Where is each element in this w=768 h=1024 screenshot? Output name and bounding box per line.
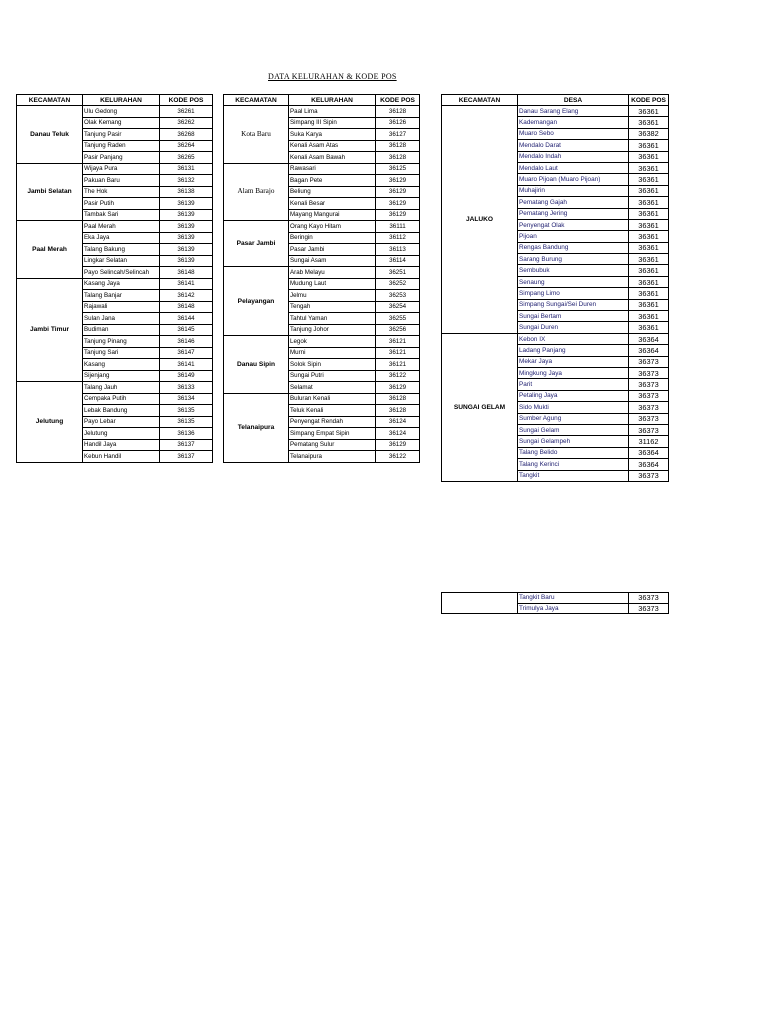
- desa-name: Kademangan: [518, 117, 629, 128]
- kode-pos-value: 36364: [629, 333, 669, 344]
- kode-pos-value: 36139: [160, 232, 213, 244]
- kelurahan-name: Budiman: [83, 324, 160, 336]
- kode-pos-value: 36129: [376, 198, 420, 210]
- kecamatan-name: Pasar Jambi: [224, 221, 289, 267]
- kode-pos-value: 36125: [376, 163, 420, 175]
- kecamatan-name: SUNGAI GELAM: [442, 333, 518, 481]
- desa-name: Parit: [518, 379, 629, 390]
- header-kode-pos: KODE POS: [376, 95, 420, 106]
- desa-name: Rengas Bandung: [518, 242, 629, 253]
- kelurahan-name: Penyengat Rendah: [289, 416, 376, 428]
- kode-pos-value: 36131: [160, 163, 213, 175]
- kode-pos-value: 36127: [376, 129, 420, 141]
- kode-pos-value: 36144: [160, 313, 213, 325]
- kelurahan-name: Kenali Besar: [289, 198, 376, 210]
- desa-name: Talang Kerinci: [518, 459, 629, 470]
- desa-name: Mendalo Indah: [518, 151, 629, 162]
- kode-pos-value: 36135: [160, 405, 213, 417]
- kode-pos-value: 36145: [160, 324, 213, 336]
- desa-name: Senaung: [518, 276, 629, 287]
- kode-pos-value: 36126: [376, 117, 420, 129]
- kelurahan-name: Eka Jaya: [83, 232, 160, 244]
- kode-pos-value: 36129: [376, 209, 420, 221]
- kode-pos-value: 36133: [160, 382, 213, 394]
- kode-pos-value: 36373: [629, 390, 669, 401]
- kode-pos-value: 36137: [160, 439, 213, 451]
- kode-pos-value: 36373: [629, 603, 669, 614]
- kode-pos-value: 36147: [160, 347, 213, 359]
- kecamatan-name: Jambi Selatan: [17, 163, 83, 221]
- kode-pos-value: 36261: [160, 106, 213, 118]
- table-row: [224, 267, 420, 279]
- desa-name: Sumber Agung: [518, 413, 629, 424]
- kelurahan-name: Tanjung Sari: [83, 347, 160, 359]
- kelurahan-name: Mudung Laut: [289, 278, 376, 290]
- kode-pos-value: 36135: [160, 416, 213, 428]
- kode-pos-value: 36128: [376, 405, 420, 417]
- kode-pos-value: 36361: [629, 254, 669, 265]
- kelurahan-name: Lebak Bandung: [83, 405, 160, 417]
- kode-pos-value: 36129: [376, 382, 420, 394]
- desa-name: Sido Mukti: [518, 402, 629, 413]
- kode-pos-value: 31162: [629, 436, 669, 447]
- kode-pos-value: 36139: [160, 244, 213, 256]
- kelurahan-name: Pakuan Baru: [83, 175, 160, 187]
- kecamatan-name: Danau Teluk: [17, 106, 83, 164]
- kode-pos-value: 36121: [376, 347, 420, 359]
- kode-pos-value: 36148: [160, 301, 213, 313]
- kode-pos-value: 36361: [629, 242, 669, 253]
- kelurahan-name: Rawasari: [289, 163, 376, 175]
- kode-pos-value: 36139: [160, 255, 213, 267]
- kelurahan-name: Olak Kemang: [83, 117, 160, 129]
- header-kelurahan: KELURAHAN: [83, 95, 160, 106]
- kode-pos-value: 36121: [376, 359, 420, 371]
- kecamatan-name: Pelayangan: [224, 267, 289, 336]
- kode-pos-value: 36148: [160, 267, 213, 279]
- kode-pos-value: 36361: [629, 117, 669, 128]
- kode-pos-value: 36361: [629, 311, 669, 322]
- kelurahan-name: Wijaya Pura: [83, 163, 160, 175]
- desa-name: Mendalo Laut: [518, 162, 629, 173]
- kelurahan-name: Suka Karya: [289, 129, 376, 141]
- kode-pos-value: 36373: [629, 379, 669, 390]
- desa-name: Pematang Gajah: [518, 197, 629, 208]
- kelurahan-name: Sulan Jana: [83, 313, 160, 325]
- desa-name: Pematang Jering: [518, 208, 629, 219]
- kode-pos-value: 36373: [629, 593, 669, 604]
- kode-pos-value: 36128: [376, 140, 420, 152]
- kelurahan-name: Mayang Mangurai: [289, 209, 376, 221]
- kode-pos-value: 36128: [376, 393, 420, 405]
- desa-name: Sungai Bertam: [518, 311, 629, 322]
- desa-name: Penyengat Olak: [518, 219, 629, 230]
- kode-pos-value: 36361: [629, 185, 669, 196]
- table-row: [442, 593, 669, 604]
- header-kecamatan: KECAMATAN: [224, 95, 289, 106]
- kode-pos-value: 36129: [376, 186, 420, 198]
- kode-pos-value: 36364: [629, 345, 669, 356]
- kelurahan-name: Paal Merah: [83, 221, 160, 233]
- kelurahan-name: Simpang III Sipin: [289, 117, 376, 129]
- kelurahan-name: Talang Bakung: [83, 244, 160, 256]
- table-kelurahan-1: [16, 94, 213, 463]
- kecamatan-name: [442, 593, 518, 614]
- kelurahan-name: Murni: [289, 347, 376, 359]
- desa-name: Mendalo Darat: [518, 140, 629, 151]
- desa-name: Tangkit: [518, 470, 629, 481]
- kelurahan-name: Buluran Kenali: [289, 393, 376, 405]
- table-row: [17, 221, 213, 233]
- kode-pos-value: 36132: [160, 175, 213, 187]
- kode-pos-value: 36361: [629, 288, 669, 299]
- kode-pos-value: 36136: [160, 428, 213, 440]
- desa-name: Danau Sarang Elang: [518, 106, 629, 117]
- header-kecamatan: KECAMATAN: [17, 95, 83, 106]
- kelurahan-name: Handil Jaya: [83, 439, 160, 451]
- kode-pos-value: 36149: [160, 370, 213, 382]
- kode-pos-value: 36113: [376, 244, 420, 256]
- kelurahan-name: Jelmu: [289, 290, 376, 302]
- kelurahan-name: Pasir Panjang: [83, 152, 160, 164]
- kode-pos-value: 36255: [376, 313, 420, 325]
- kelurahan-name: Tanjung Raden: [83, 140, 160, 152]
- kode-pos-value: 36124: [376, 428, 420, 440]
- table-row: [224, 163, 420, 175]
- kode-pos-value: 36124: [376, 416, 420, 428]
- table-row: [442, 106, 669, 117]
- table-row: [224, 336, 420, 348]
- kode-pos-value: 36264: [160, 140, 213, 152]
- kelurahan-name: The Hok: [83, 186, 160, 198]
- kode-pos-value: 36265: [160, 152, 213, 164]
- desa-name: Sembubuk: [518, 265, 629, 276]
- kode-pos-value: 36373: [629, 424, 669, 435]
- kelurahan-name: Tambak Sari: [83, 209, 160, 221]
- desa-name: Mingkung Jaya: [518, 367, 629, 378]
- kode-pos-value: 36361: [629, 265, 669, 276]
- table-row: [442, 333, 669, 344]
- desa-name: Simpang Sungai/Sei Duren: [518, 299, 629, 310]
- desa-name: Kebon IX: [518, 333, 629, 344]
- kelurahan-name: Payo Lebar: [83, 416, 160, 428]
- desa-name: Trimulya Jaya: [518, 603, 629, 614]
- kode-pos-value: 36141: [160, 278, 213, 290]
- table-row: [224, 393, 420, 405]
- desa-name: Sungai Duren: [518, 322, 629, 333]
- header-desa: DESA: [518, 95, 629, 106]
- kode-pos-value: 36361: [629, 208, 669, 219]
- kelurahan-name: Rajawali: [83, 301, 160, 313]
- kelurahan-name: Beringin: [289, 232, 376, 244]
- kode-pos-value: 36112: [376, 232, 420, 244]
- kode-pos-value: 36268: [160, 129, 213, 141]
- kelurahan-name: Tanjung Johor: [289, 324, 376, 336]
- kode-pos-value: 36361: [629, 197, 669, 208]
- kode-pos-value: 36139: [160, 209, 213, 221]
- kode-pos-value: 36373: [629, 356, 669, 367]
- kode-pos-value: 36256: [376, 324, 420, 336]
- kode-pos-value: 36146: [160, 336, 213, 348]
- header-kode-pos: KODE POS: [160, 95, 213, 106]
- kode-pos-value: 36128: [376, 152, 420, 164]
- kecamatan-name: Telanaipura: [224, 393, 289, 462]
- kecamatan-name: Alam Barajo: [224, 163, 289, 221]
- kode-pos-value: 36139: [160, 221, 213, 233]
- kode-pos-value: 36361: [629, 140, 669, 151]
- kelurahan-name: Tengah: [289, 301, 376, 313]
- table-row: [17, 163, 213, 175]
- desa-name: Muhajirin: [518, 185, 629, 196]
- kode-pos-value: 36382: [629, 128, 669, 139]
- desa-name: Pijoan: [518, 231, 629, 242]
- kode-pos-value: 36114: [376, 255, 420, 267]
- kelurahan-name: Tanjung Pasir: [83, 129, 160, 141]
- kode-pos-value: 36361: [629, 231, 669, 242]
- kode-pos-value: 36373: [629, 367, 669, 378]
- kelurahan-name: Talang Jauh: [83, 382, 160, 394]
- desa-name: Mekar Jaya: [518, 356, 629, 367]
- kelurahan-name: Tahtul Yaman: [289, 313, 376, 325]
- header-kecamatan: KECAMATAN: [442, 95, 518, 106]
- kode-pos-value: 36134: [160, 393, 213, 405]
- table-desa-continued: [441, 592, 669, 614]
- kode-pos-value: 36129: [376, 175, 420, 187]
- kode-pos-value: 36122: [376, 370, 420, 382]
- kode-pos-value: 36142: [160, 290, 213, 302]
- table-kelurahan-2: [223, 94, 420, 463]
- kelurahan-name: Talang Banjar: [83, 290, 160, 302]
- kelurahan-name: Sungai Asam: [289, 255, 376, 267]
- kode-pos-value: 36361: [629, 299, 669, 310]
- kode-pos-value: 36138: [160, 186, 213, 198]
- kelurahan-name: Arab Melayu: [289, 267, 376, 279]
- kelurahan-name: Simpang Empat Sipin: [289, 428, 376, 440]
- kelurahan-name: Orang Kayo Hitam: [289, 221, 376, 233]
- kelurahan-name: Pasar Jambi: [289, 244, 376, 256]
- desa-name: Muaro Sebo: [518, 128, 629, 139]
- kelurahan-name: Teluk Kenali: [289, 405, 376, 417]
- kelurahan-name: Bagan Pete: [289, 175, 376, 187]
- kelurahan-name: Telanaipura: [289, 451, 376, 463]
- kode-pos-value: 36361: [629, 106, 669, 117]
- kelurahan-name: Kasang: [83, 359, 160, 371]
- desa-name: Sarang Burung: [518, 254, 629, 265]
- kelurahan-name: Beliung: [289, 186, 376, 198]
- kecamatan-name: Paal Merah: [17, 221, 83, 279]
- kecamatan-name: Jelutung: [17, 382, 83, 463]
- desa-name: Sungai Gelam: [518, 424, 629, 435]
- kelurahan-name: Jelutung: [83, 428, 160, 440]
- kelurahan-name: Sijenjang: [83, 370, 160, 382]
- table-row: [224, 106, 420, 118]
- table-row: [224, 221, 420, 233]
- kode-pos-value: 36122: [376, 451, 420, 463]
- kode-pos-value: 36251: [376, 267, 420, 279]
- kode-pos-value: 36141: [160, 359, 213, 371]
- kelurahan-name: Kenali Asam Bawah: [289, 152, 376, 164]
- kelurahan-name: Solok Sipin: [289, 359, 376, 371]
- kelurahan-name: Pematang Sulur: [289, 439, 376, 451]
- kelurahan-name: Lingkar Selatan: [83, 255, 160, 267]
- kode-pos-value: 36361: [629, 322, 669, 333]
- kode-pos-value: 36128: [376, 106, 420, 118]
- kecamatan-name: Jambi Timur: [17, 278, 83, 382]
- desa-name: Petaling Jaya: [518, 390, 629, 401]
- kelurahan-name: Kebun Handil: [83, 451, 160, 463]
- kode-pos-value: 36373: [629, 470, 669, 481]
- kelurahan-name: Sungai Putri: [289, 370, 376, 382]
- kode-pos-value: 36373: [629, 413, 669, 424]
- kelurahan-name: Selamat: [289, 382, 376, 394]
- kode-pos-value: 36361: [629, 162, 669, 173]
- kecamatan-name: Danau Sipin: [224, 336, 289, 394]
- kode-pos-value: 36361: [629, 174, 669, 185]
- kode-pos-value: 36129: [376, 439, 420, 451]
- kelurahan-name: Tanjung Pinang: [83, 336, 160, 348]
- kode-pos-value: 36262: [160, 117, 213, 129]
- kelurahan-name: Kasang Jaya: [83, 278, 160, 290]
- kode-pos-value: 36361: [629, 151, 669, 162]
- kelurahan-name: Cempaka Putih: [83, 393, 160, 405]
- header-kelurahan: KELURAHAN: [289, 95, 376, 106]
- kode-pos-value: 36364: [629, 459, 669, 470]
- kode-pos-value: 36361: [629, 219, 669, 230]
- table-row: [17, 106, 213, 118]
- kecamatan-name: JALUKO: [442, 106, 518, 334]
- kode-pos-value: 36121: [376, 336, 420, 348]
- kode-pos-value: 36252: [376, 278, 420, 290]
- desa-name: Tangkit Baru: [518, 593, 629, 604]
- page-title: DATA KELURAHAN & KODE POS: [268, 72, 397, 81]
- kelurahan-name: Pasir Putih: [83, 198, 160, 210]
- kelurahan-name: Kenali Asam Atas: [289, 140, 376, 152]
- kelurahan-name: Payo Selincah/Selincah: [83, 267, 160, 279]
- desa-name: Ladang Panjang: [518, 345, 629, 356]
- kelurahan-name: Ulu Gedong: [83, 106, 160, 118]
- kode-pos-value: 36361: [629, 276, 669, 287]
- kode-pos-value: 36373: [629, 402, 669, 413]
- kelurahan-name: Paal Lima: [289, 106, 376, 118]
- table-desa: [441, 94, 669, 482]
- kode-pos-value: 36253: [376, 290, 420, 302]
- desa-name: Talang Belido: [518, 447, 629, 458]
- header-kode-pos: KODE POS: [629, 95, 669, 106]
- kode-pos-value: 36111: [376, 221, 420, 233]
- kode-pos-value: 36137: [160, 451, 213, 463]
- kode-pos-value: 36254: [376, 301, 420, 313]
- kecamatan-name: Kota Baru: [224, 106, 289, 164]
- kelurahan-name: Legok: [289, 336, 376, 348]
- desa-name: Sungai Gelampeh: [518, 436, 629, 447]
- table-row: [17, 278, 213, 290]
- table-row: [17, 382, 213, 394]
- kode-pos-value: 36139: [160, 198, 213, 210]
- kode-pos-value: 36364: [629, 447, 669, 458]
- desa-name: Muaro Pijoan (Muaro Pijoan): [518, 174, 629, 185]
- desa-name: Simpang Limo: [518, 288, 629, 299]
